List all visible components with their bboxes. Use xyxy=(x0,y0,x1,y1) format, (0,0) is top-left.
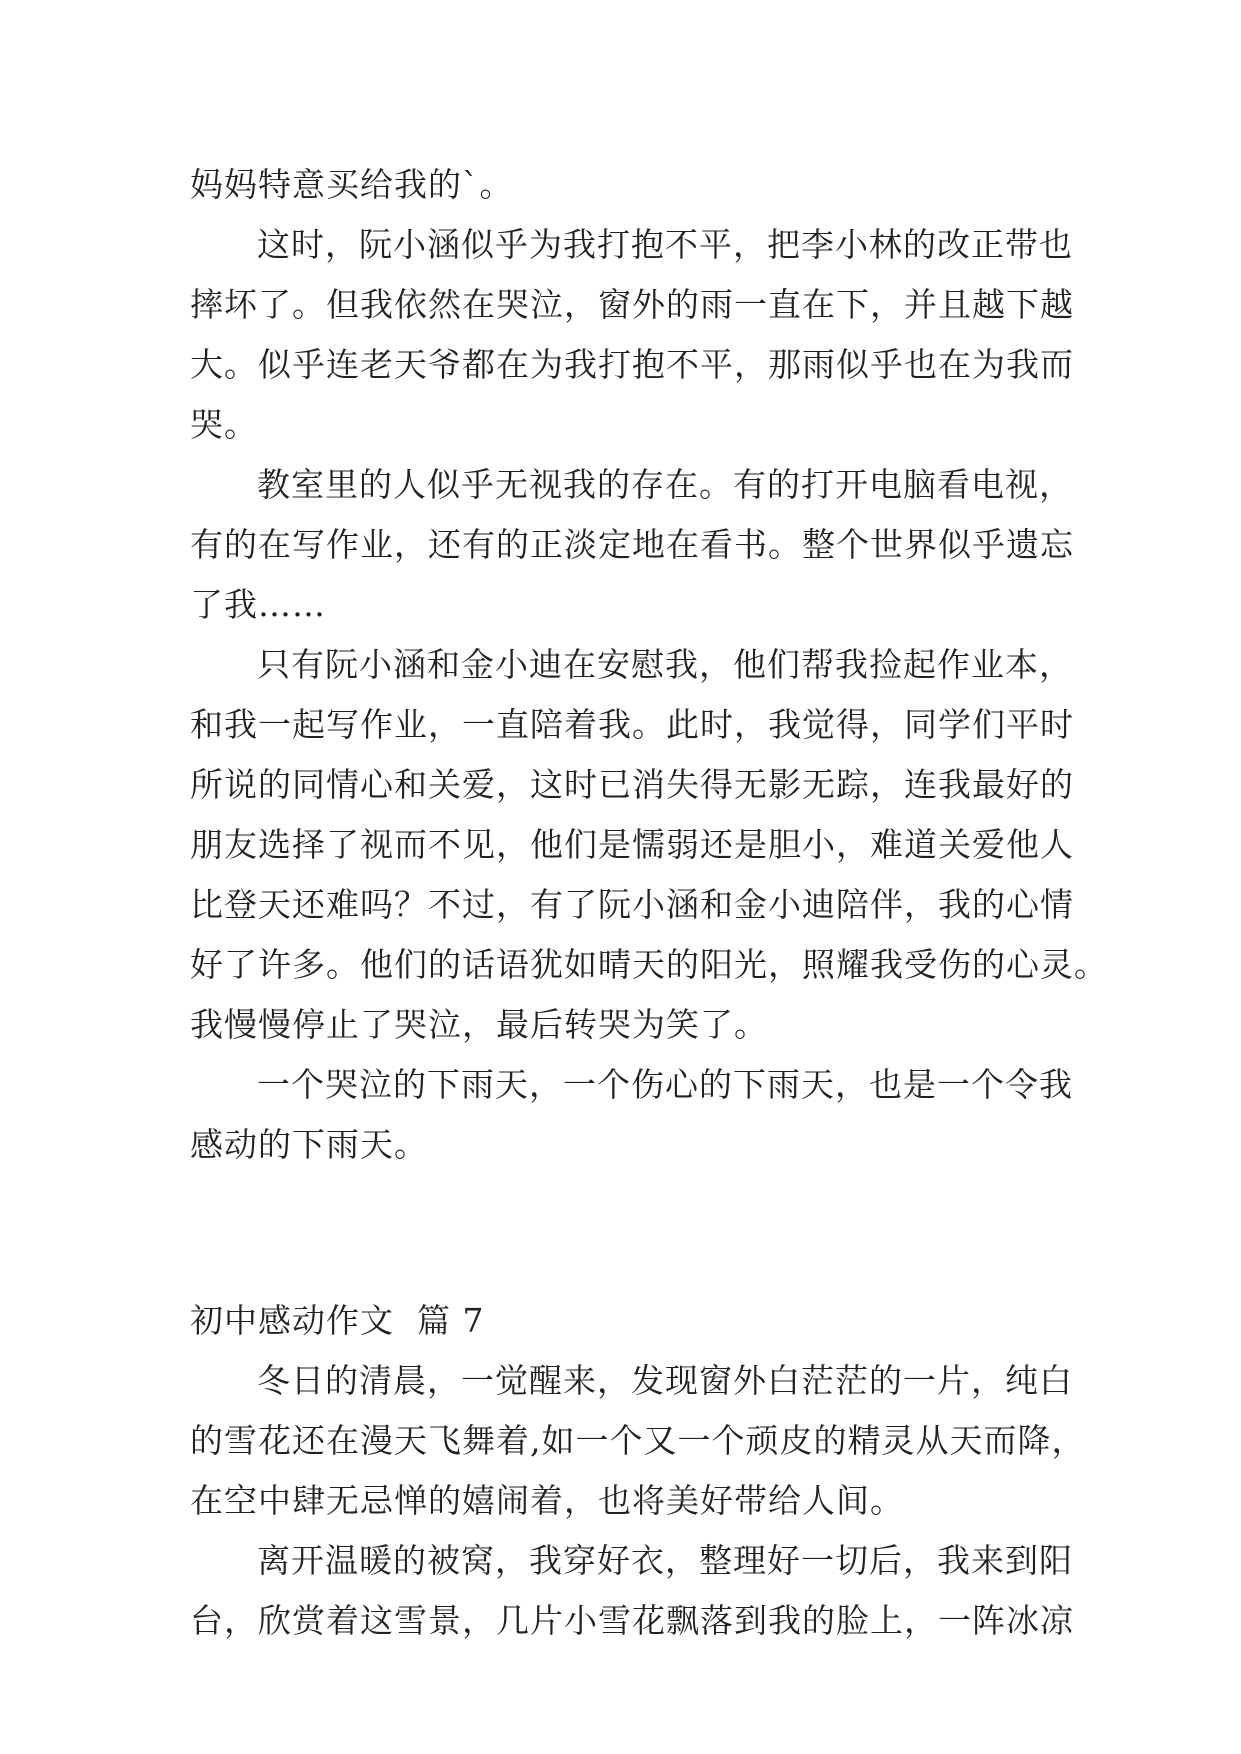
section-title: 初中感动作文 篇 7 xyxy=(190,1301,485,1340)
text-line: 好了许多。他们的话语犹如晴天的阳光，照耀我受伤的心灵。 xyxy=(190,945,1108,984)
text-line: 台，欣赏着这雪景，几片小雪花飘落到我的脸上，一阵冰凉 xyxy=(190,1601,1074,1640)
text-line: 这时，阮小涵似乎为我打抱不平，把李小林的改正带也 xyxy=(257,225,1073,264)
text-line: 教室里的人似乎无视我的存在。有的打开电脑看电视， xyxy=(257,465,1073,504)
text-line: 感动的下雨天。 xyxy=(190,1125,428,1164)
text-line: 比登天还难吗？不过，有了阮小涵和金小迪陪伴，我的心情 xyxy=(190,885,1074,924)
text-line: 离开温暖的被窝，我穿好衣，整理好一切后，我来到阳 xyxy=(257,1541,1073,1580)
text-line: 朋友选择了视而不见，他们是懦弱还是胆小，难道关爱他人 xyxy=(190,825,1074,864)
text-line: 所说的同情心和关爱，这时已消失得无影无踪，连我最好的 xyxy=(190,765,1074,804)
text-line: 哭。 xyxy=(190,405,258,444)
text-line: 的雪花还在漫天飞舞着,如一个又一个顽皮的精灵从天而降， xyxy=(190,1421,1086,1460)
text-line: 在空中肆无忌惮的嬉闹着，也将美好带给人间。 xyxy=(190,1481,904,1520)
text-line: 妈妈特意买给我的`。 xyxy=(190,165,514,204)
text-line: 一个哭泣的下雨天，一个伤心的下雨天，也是一个令我 xyxy=(257,1065,1073,1104)
document-page xyxy=(190,155,1108,1651)
text-line: 冬日的清晨，一觉醒来，发现窗外白茫茫的一片，纯白 xyxy=(257,1361,1073,1400)
text-line: 只有阮小涵和金小迪在安慰我，他们帮我捡起作业本， xyxy=(257,645,1073,684)
text-line: 有的在写作业，还有的正淡定地在看书。整个世界似乎遗忘 xyxy=(190,525,1074,564)
text-line: 摔坏了。但我依然在哭泣，窗外的雨一直在下，并且越下越 xyxy=(190,285,1074,324)
text-line: 了我…… xyxy=(190,585,326,624)
text-line: 和我一起写作业，一直陪着我。此时，我觉得，同学们平时 xyxy=(190,705,1074,744)
text-line: 大。似乎连老天爷都在为我打抱不平，那雨似乎也在为我而 xyxy=(190,345,1074,384)
text-line: 我慢慢停止了哭泣，最后转哭为笑了。 xyxy=(190,1005,768,1044)
section-spacer xyxy=(190,1175,1050,1291)
